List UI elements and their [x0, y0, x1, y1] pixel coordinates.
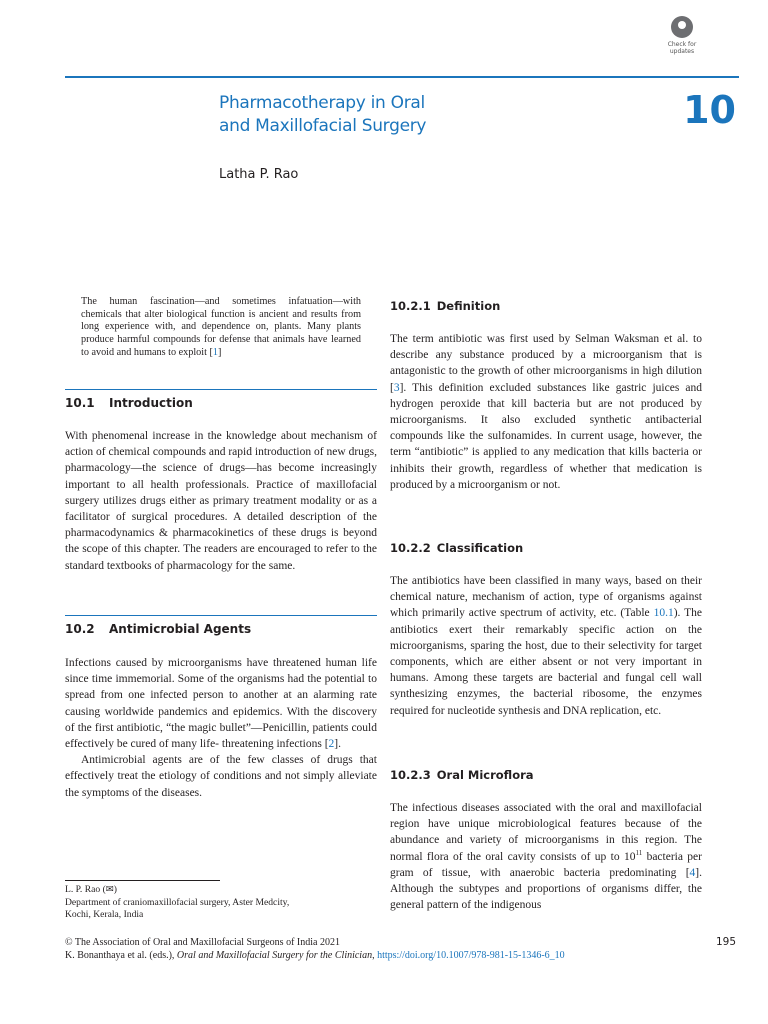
bookmark-icon	[671, 16, 693, 38]
chapter-number: 10	[683, 88, 736, 132]
reference-link[interactable]: 2	[328, 738, 335, 751]
classification-paragraph	[390, 573, 702, 719]
paragraph-text: The infectious diseases associated with the oral and maxillofacial region have unique microbiological features because of the abundance and variety of microorganisms in this region. The normal flora of the oral cavity consists of up to 10	[390, 802, 702, 863]
paragraph-text: ]. This definition excluded substances like gastric juices and hydrogen peroxide that kill bacteria but are not produced by microorganisms. It also excluded synthetic antibacterial compounds like the sulfonamides. In current usage, however, the term “antibiotic” is applied to any medication that kills bacteria or inhibits their growth, regardless of whether that medication is produced by a microorganism or not.	[390, 381, 702, 491]
subsection-title: Definition	[436, 299, 501, 313]
subsection-number: 10.2.1	[390, 299, 431, 313]
subsection-heading-classification	[390, 541, 523, 555]
section-heading-antimicrobial	[65, 622, 251, 636]
antimicrobial-paragraph-1	[65, 655, 377, 752]
paragraph-text: Infections caused by microorganisms have threatened human life since time immemorial. Some of the organisms had the potential to spread from one infected person to another at an alarming rate causing worldwide pandemics and epidemics. With the discovery of the first antibiotic, “the magic bullet”—Penicillin, patients could effectively be cured of many life- threatening infections [	[65, 657, 377, 751]
section-number: 10.2	[65, 622, 95, 636]
badge-label-line2: updates	[669, 48, 695, 55]
paragraph-text: ]. Although the subtypes and proportions of organisms differ, the general pattern of the indigenous	[390, 866, 702, 912]
doi-link[interactable]: https://doi.org/10.1007/978-981-15-1346-6_10	[377, 950, 565, 961]
epigraph-text: The human fascination—and sometimes infatuation—with chemicals that alter biological function is ancient and results from long experience with, and dependence on, plants. Many plants produce harmful compounds for defense that animals have learned to avoid and humans to exploit [	[81, 296, 361, 358]
section-number: 10.1	[65, 396, 95, 410]
copyright-block	[65, 936, 705, 962]
section-heading-introduction	[65, 396, 193, 410]
footnote-rule	[65, 880, 220, 881]
paragraph-text: The term antibiotic was first used by Selman Waksman et al. to describe any substance produced by a microorganism that is antagonistic to the growth of other microorganisms in high dilution [	[390, 333, 702, 394]
epigraph	[81, 296, 361, 360]
subsection-number: 10.2.2	[390, 541, 431, 555]
intro-body	[65, 428, 377, 574]
reference-link[interactable]: 4	[689, 866, 696, 879]
antimicrobial-paragraph-2: Antimicrobial agents are of the few classes of drugs that effectively treat the etiology of conditions and not simply alleviate the symptoms of the diseases.	[65, 754, 377, 799]
subsection-title: Classification	[436, 541, 524, 555]
intro-paragraph: With phenomenal increase in the knowledge about mechanism of action of chemical compounds and rapid introduction of new drugs, pharmacology—the science of drugs—has become increasingly important to all health professionals. Practice of maxillofacial surgery utilizes drugs either as primary treatment modality or as a facilitator of surgical procedures. A detailed description of the pharmacodynamics & pharmacokinetics of these drugs is beyond the scope of this chapter. The readers are encouraged to refer to the standard textbooks of pharmacology for the same.	[65, 430, 377, 572]
paragraph-text: bacteria per gram of tissue, with anaerobic bacteria predominating [	[390, 850, 702, 879]
book-title: Oral and Maxillofacial Surgery for the Clinician	[176, 950, 373, 961]
chapter-title-line1: Pharmacotherapy in Oral	[219, 93, 425, 113]
badge-label-line1: Check for	[667, 41, 697, 48]
antimicrobial-body	[65, 655, 377, 801]
affiliation-line: Department of craniomaxillofacial surgery, Aster Medcity,	[65, 896, 290, 908]
definition-body	[390, 331, 702, 493]
table-link[interactable]: 10.1	[653, 607, 674, 620]
epigraph-close: ]	[217, 346, 222, 358]
paragraph-text: ). The antibiotics exert their remarkably specific action on the microorganisms, sparing the host, due to their selectivity for target components, which are either absent or not very important in humans. Among these targets are bacterial and fungal cell wall synthesizing enzymes, the bacterial ribosome, the enzymes required for nucleotide synthesis and DNA replication, etc.	[390, 607, 702, 717]
affiliation-line: Kochi, Kerala, India	[65, 909, 144, 921]
superscript: 11	[635, 848, 643, 857]
classification-body	[390, 573, 702, 719]
chapter-author: Latha P. Rao	[219, 167, 299, 182]
subsection-title: Oral Microflora	[436, 768, 534, 782]
chapter-title	[219, 92, 619, 138]
paragraph-text: ].	[334, 738, 342, 751]
section-title: Introduction	[109, 396, 193, 410]
definition-paragraph	[390, 331, 702, 493]
section-rule-intro	[65, 389, 377, 390]
editors-text: K. Bonanthaya et al. (eds.),	[65, 950, 177, 961]
section-rule-antimicrobial	[65, 615, 377, 616]
check-for-updates-badge[interactable]	[664, 16, 700, 62]
subsection-number: 10.2.3	[390, 768, 431, 782]
paragraph-text: The antibiotics have been classified in many ways, based on their chemical nature, mechanism of action, type of organisms against which primarily active spectrum of activity, etc. (Table	[390, 575, 702, 620]
author-affiliation	[65, 884, 289, 922]
chapter-title-line2: and Maxillofacial Surgery	[219, 116, 427, 136]
subsection-heading-definition	[390, 299, 500, 313]
section-title: Antimicrobial Agents	[109, 622, 252, 636]
microflora-paragraph	[390, 800, 702, 913]
subsection-heading-oral-microflora	[390, 768, 534, 782]
page-number: 195	[715, 936, 736, 948]
header-rule	[65, 76, 739, 78]
author-email-line[interactable]: L. P. Rao (✉)	[65, 884, 118, 895]
epigraph-ref-link[interactable]: 1	[212, 346, 218, 358]
reference-link[interactable]: 3	[393, 381, 400, 394]
microflora-body	[390, 800, 702, 913]
copyright-line: © The Association of Oral and Maxillofacial Surgeons of India 2021	[65, 937, 340, 948]
separator: ,	[372, 950, 378, 961]
